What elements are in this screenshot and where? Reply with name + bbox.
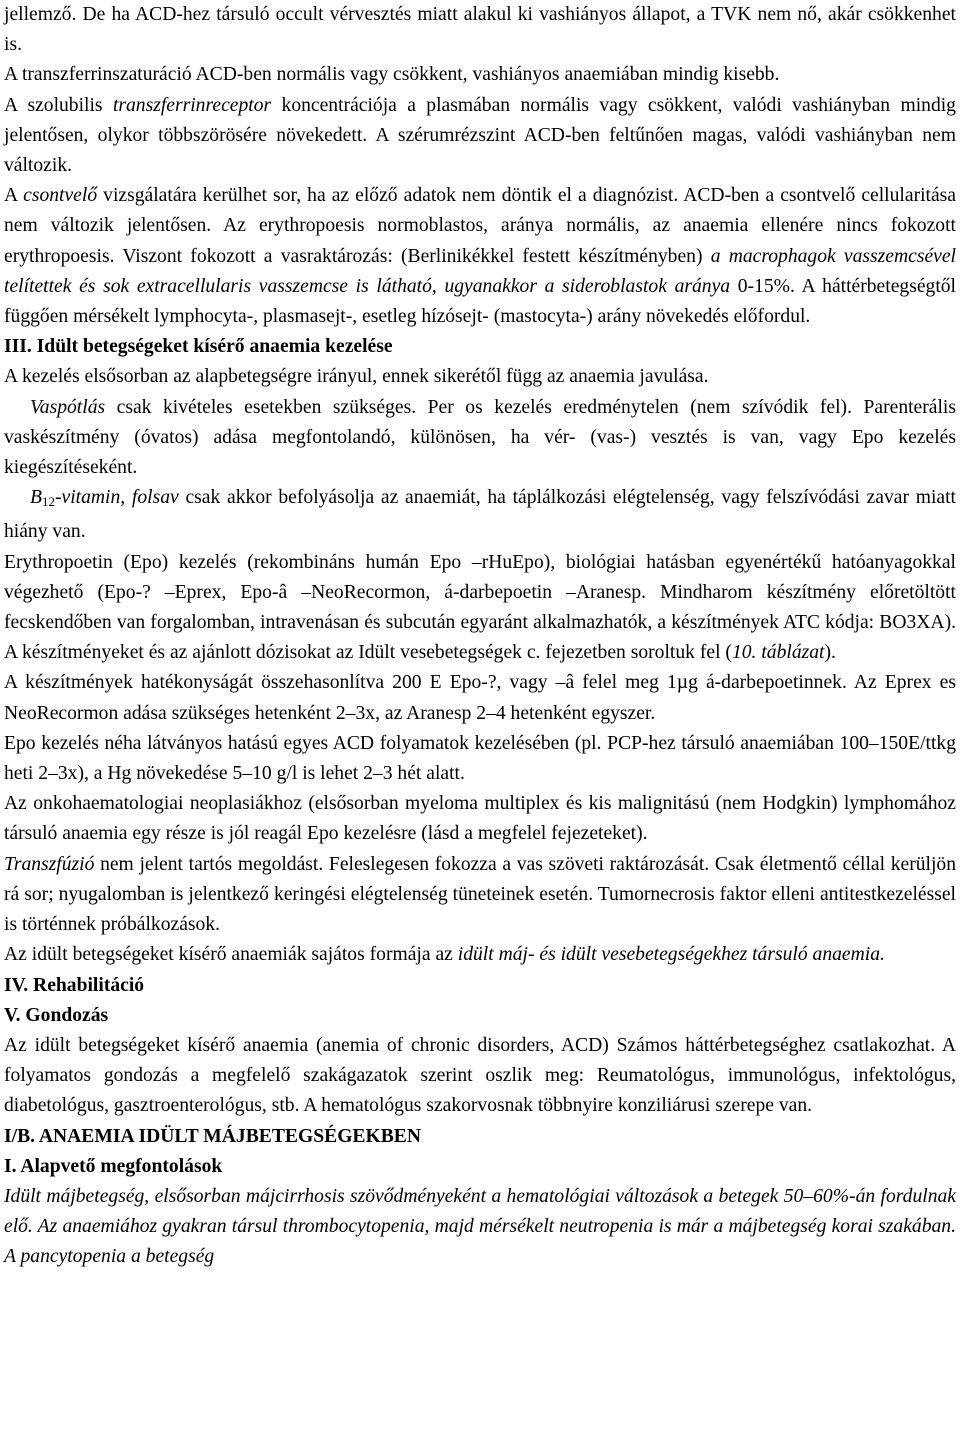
paragraph-treatment-intro: A kezelés elsősorban az alapbetegségre irányul, ennek sikerétől függ az anaemia javulása. (4, 366, 709, 388)
paragraph-b12-folate (4, 483, 956, 547)
text-run: A (4, 185, 24, 207)
italic-term: csontvelő (23, 185, 98, 207)
text-run: -vitamin, folsav (54, 487, 179, 509)
text-run: csak akkor befolyásolja az anaemiát, ha táplálkozási elégtelenség, vagy felszívódási zavar miatt hiány van. (4, 487, 956, 543)
italic-phrase: idült máj- és idült vesebetegségekhez társuló anaemia. (457, 944, 885, 966)
text-run: ). (824, 642, 836, 664)
paragraph-tvk: jellemző. De ha ACD-hez társuló occult vérvesztés miatt alakul ki vashiányos állapot, a TVK nem nő, akár csökkenhet is. (4, 4, 956, 56)
chapter-heading-liver: I/B. ANAEMIA IDÜLT MÁJBETEGSÉGEKBEN (4, 1125, 422, 1147)
text-run: nem jelent tartós megoldást. Feleslegesen fokozza a vas szöveti raktározását. Csak életmentő céllal kerüljön rá sor; nyugalomban is jelentkező keringési elégtelenség tüneteinek esetén. Tumornecrosis faktor elleni antitestkezeléssel is történnek próbálkozások. (4, 853, 956, 936)
text-run: 0-15%. A háttérbetegségtől függően mérsékelt lymphocyta-, plasmasejt-, esetleg hízósejt- (mastocyta-) arány növekedés előfordul. (4, 275, 956, 328)
italic-term (30, 487, 179, 508)
paragraph-transferrin-saturation: A transzferrinszaturáció ACD-ben normális vagy csökkent, vashiányos anaemiában mindig kisebb. (4, 64, 780, 86)
subscript: 12 (41, 494, 55, 510)
italic-term: transzferrinreceptor (112, 94, 272, 116)
italic-phrase: a macrophagok vasszemcsével telítettek és sok extracellularis vasszemcse is látható, ugyanakkor a sideroblastok aránya (4, 245, 956, 297)
text-run: B (30, 487, 42, 509)
text-run: koncentrációja a plasmában normális vagy csökkent, valódi vashiányban mindig jelentősen, olykor többszörösére növekedett. (4, 94, 956, 146)
paragraph-special-form (4, 940, 956, 970)
document-page (4, 0, 956, 1273)
paragraph-soluble-receptor (4, 91, 956, 182)
paragraph-bone-marrow (4, 181, 956, 332)
paragraph-iron-supplement (4, 393, 956, 484)
italic-term: Vaspótlás (30, 396, 106, 418)
text-run: A szérumrézszint ACD-ben feltűnően magas, valódi vashiányban nem változik. (4, 124, 956, 177)
section-heading-care: V. Gondozás (4, 1004, 109, 1026)
table-reference: 10. táblázat (731, 642, 825, 664)
section-heading-rehabilitation: IV. Rehabilitáció (4, 974, 145, 996)
paragraph-care: Az idült betegségeket kísérő anaemia (anemia of chronic disorders, ACD) Számos háttérbetegséghez csatlakozhat. A folyamatos gondozás a megfelelő szakágazatok szerint oszlik meg: Reumatológus, immunológus, infektológus, diabetológus, gasztroenterológus, stb. A hematológus szakorvosnak többnyire konziliárusi szerepe van. (4, 1034, 956, 1117)
italic-term: Transzfúzió (4, 853, 95, 875)
paragraph-oncohaematology: Az onkohaematologiai neoplasiákhoz (elsősorban myeloma multiplex és kis malignitású (nem Hodgkin) lymphomához társuló anaemia egy része is jól reagál Epo kezelésre (lásd a megfelel fejezeteket). (4, 793, 956, 845)
section-heading-treatment: III. Idült betegségeket kísérő anaemia kezelése (4, 336, 393, 358)
text-run: Erythropoetin (Epo) kezelés (rekombináns humán Epo –rHuEpo), biológiai hatásban egyenértékű hatóanyagokkal végezhető (Epo-? –Eprex, Epo-â –NeoRecormon, á-darbepoetin –Aranesp. Mindharom készítmény előretöltött fecskendőben van forgalomban, intravenásan és subcután egyaránt alkalmazhatók, a készítmények ATC kódja: BO3XA). A készítményeket és az ajánlott dózisokat az Idült vesebetegségek c. fejezetben soroltuk fel ( (4, 551, 956, 664)
paragraph-epo-pcp: Epo kezelés néha látványos hatású egyes ACD folyamatok kezelésében (pl. PCP-hez társuló anaemiában 100–150E/ttkg heti 2–3x), a Hg növekedése 5–10 g/l is lehet 2–3 hét alatt. (4, 732, 956, 785)
text-run: csak kivételes esetekben szükséges. Per os kezelés eredménytelen (nem szívódik fel). Parenterális vaskészítmény (óvatos) adása megfontolandó, különösen, ha vér- (vas-) vesztés is van, vagy Epo kezelés kiegészítéseként. (4, 396, 956, 479)
section-heading-basics: I. Alapvető megfontolások (4, 1155, 223, 1177)
text-run: A szolubilis (4, 94, 113, 116)
paragraph-liver-disease: Idült májbetegség, elsősorban májcirrhosis szövődményeként a hematológiai változások a betegek 50–60%-án fordulnak elő. Az anaemiához gyakran társul thrombocytopenia, majd mérsékelt neutropenia is már a májbetegség korai szakában. A pancytopenia a betegség (4, 1185, 956, 1268)
paragraph-transfusion (4, 850, 956, 941)
paragraph-erythropoetin (4, 548, 956, 669)
text-run: vizsgálatára kerülhet sor, ha az előző adatok nem döntik el a diagnózist. ACD-ben a csontvelő cellularitása nem változik jelentősen. Az erythropoesis normoblastos, aránya normális, az anaemia ellenére nincs fokozott erythropoesis. Viszont fokozott a vasraktározás: (Berlinikékkel festett készítményben) (4, 185, 956, 267)
paragraph-efficacy: A készítmények hatékonyságát összehasonlítva 200 E Epo-?, vagy –â felel meg 1µg á-darbepoetinnek. Az Eprex es NeoRecormon adása szükséges hetenként 2–3x, az Aranesp 2–4 hetenként egyszer. (4, 672, 956, 724)
text-run: Az idült betegségeket kísérő anaemiák sajátos formája az (4, 944, 458, 966)
